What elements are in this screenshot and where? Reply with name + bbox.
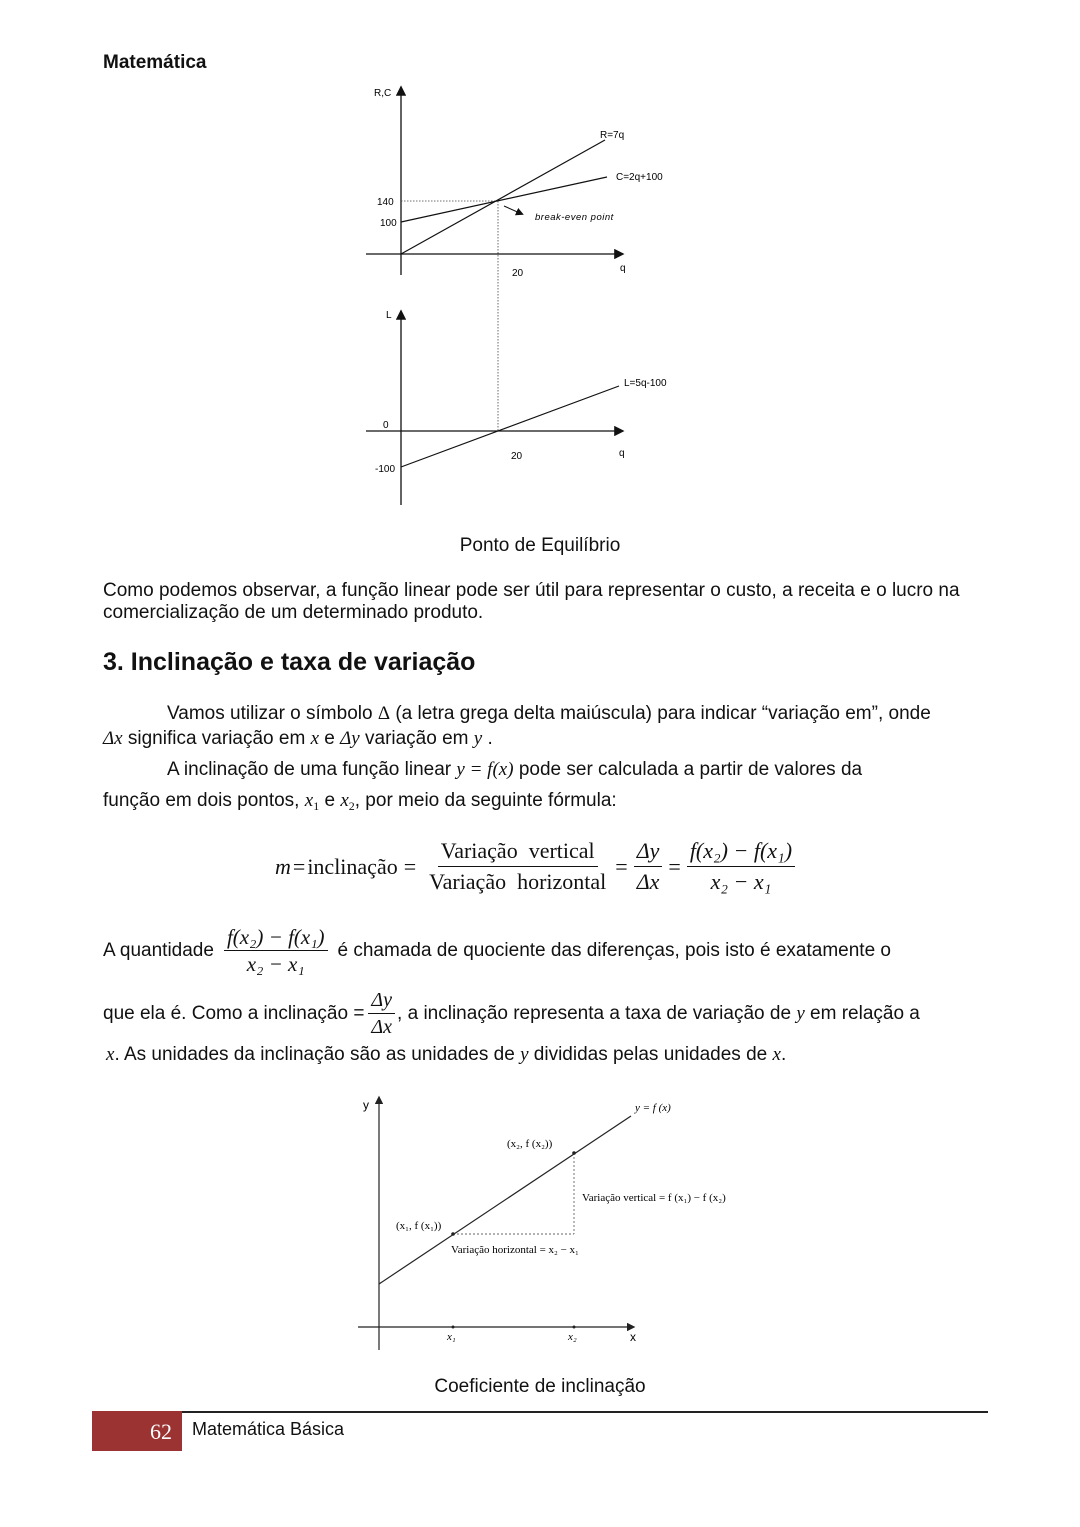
top-chart [366, 88, 663, 432]
function-label: y = f (x) [635, 1102, 671, 1114]
x-axis-label: q [620, 263, 626, 274]
x2-tick [573, 1326, 576, 1329]
bottom-chart [366, 310, 667, 505]
revenue-line [401, 140, 605, 254]
y-tick-140: 140 [377, 197, 394, 208]
break-even-arrow [504, 206, 522, 214]
y-axis-label: R,C [374, 88, 392, 99]
running-header: Matemática [103, 52, 207, 73]
quotient-line-2: que ela é. Como a inclinação = $\frac{\Delta y}{\Delta x}$ , a inclinação representa a taxa de variação de y em relação a [103, 989, 920, 1038]
break-even-figure [360, 80, 700, 510]
point-2-label: (x₂, f (x₂)) [507, 1138, 553, 1150]
section-title: 3. Inclinação e taxa de variação [103, 648, 476, 676]
fraction-variation: $\frac{\text{Variação vertical}}{\text{Variação horizontal}}$ [429, 838, 607, 894]
x1-tick [452, 1326, 455, 1329]
point-2 [572, 1151, 576, 1155]
quotient-line-3: x. As unidades da inclinação são as unidades de y divididas pelas unidades de x. [106, 1044, 787, 1065]
fraction-delta: $\frac{\Delta y}{\Delta x}$ [634, 838, 663, 895]
revenue-label: R=7q [600, 130, 625, 141]
y-tick-minus-100: -100 [375, 464, 396, 475]
intro-paragraph: Como podemos observar, a função linear pode ser útil para representar o custo, a receita e o lucro na comercialização de um determinado produto. [103, 580, 960, 623]
slope-formula: m = inclinação = $\frac{\text{Variação vertical}}{\text{Variação horizontal}}$ = $\frac{\Delta y}{\Delta x}$ = $\frac{\text{f(x₂) − f(x₁)}}{\text{x₂ − x₁}}$ [275, 838, 799, 895]
figure2-caption: Coeficiente de inclinação [434, 1376, 646, 1397]
book-title: Matemática Básica [192, 1419, 345, 1439]
y-axis-label: L [386, 310, 392, 321]
difference-quotient-fraction: $\frac{\text{f(x₂) − f(x₁)}}{\text{x₂ − x₁}}$ [224, 926, 328, 975]
horizontal-change-label: Variação horizontal = x₂ − x₁ [451, 1244, 579, 1256]
footer-rule [182, 1411, 988, 1413]
x-tick-20: 20 [511, 451, 523, 462]
y-tick-100: 100 [380, 218, 397, 229]
cost-label: C=2q+100 [616, 172, 663, 183]
figure1-caption: Ponto de Equilíbrio [459, 535, 621, 556]
point-1-label: (x₁, f (x₁)) [396, 1220, 442, 1232]
y-tick-0: 0 [383, 420, 389, 431]
profit-label: L=5q-100 [624, 378, 667, 389]
fraction-difference-quotient: $\frac{\text{f(x₂) − f(x₁)}}{\text{x₂ − x₁}}$ [687, 838, 795, 895]
page-number: 62 [92, 1411, 182, 1451]
x1-label: x₁ [447, 1331, 456, 1343]
break-even-label: break-even point [535, 212, 614, 223]
x-axis-label: x [630, 1330, 636, 1344]
x-tick-20: 20 [512, 268, 524, 279]
x-axis-label: q [619, 448, 625, 459]
section-paragraph-1: Vamos utilizar o símbolo Δ (a letra grega delta maiúscula) para indicar “variação em”, onde Δx significa variação em x e Δy variação em y . [103, 703, 931, 749]
y-axis-label: y [363, 1098, 369, 1112]
quotient-line-1: A quantidade $\frac{\text{f(x₂) − f(x₁)}}{\text{x₂ − x₁}}$ é chamada de quociente das diferenças, pois isto é exatamente o [103, 925, 891, 976]
point-1 [451, 1232, 455, 1236]
x2-label: x₂ [568, 1331, 577, 1343]
vertical-change-label: Variação vertical = f (x₁) − f (x₂) [582, 1192, 726, 1204]
delta-fraction: $\frac{\Delta y}{\Delta x}$ [368, 989, 395, 1038]
section-paragraph-2: A inclinação de uma função linear y = f(x) pode ser calculada a partir de valores da função em dois pontos, $x_1$ e $x_2$, por meio da seguinte fórmula: [103, 759, 863, 813]
slope-figure [350, 1090, 770, 1360]
profit-line [401, 386, 619, 467]
